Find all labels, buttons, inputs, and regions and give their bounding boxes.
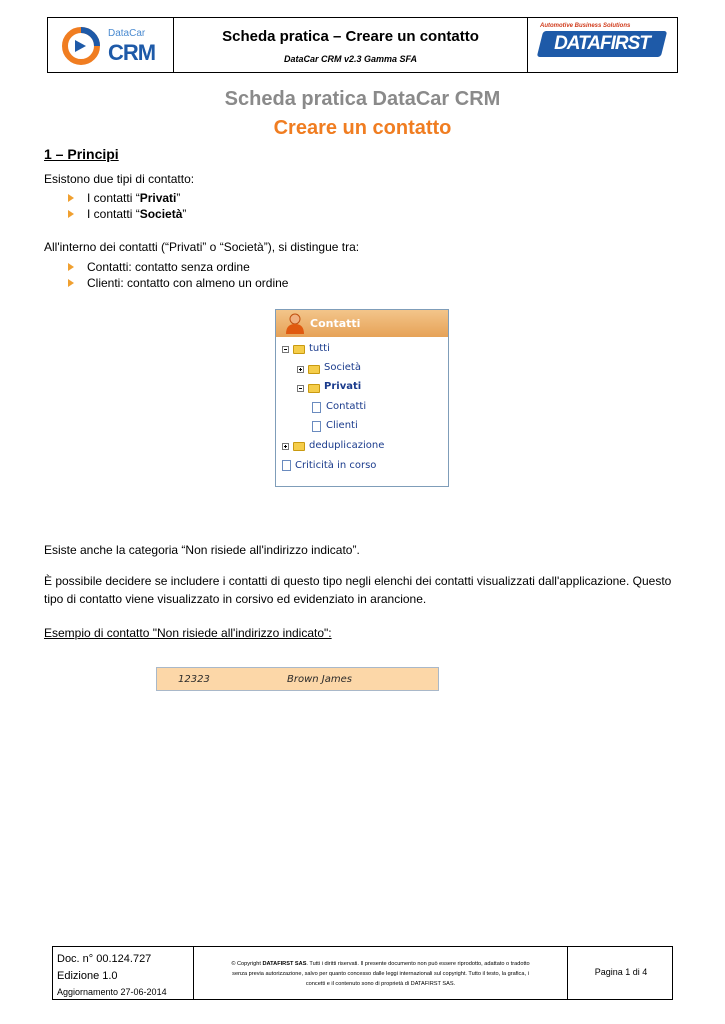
copyright-cell (194, 947, 568, 999)
tree-node-contatti[interactable]: Contatti (326, 401, 367, 412)
copyright-text: © Copyright DATAFIRST SAS. Tutti i diritti riservati. Il presente documento non può essere riprodotto, adattato o tradotto senza previa autorizzazione, salvo per quanto concesso dalle leggi internazionali sul copyright. Tutto il testo, la grafica, i concetti e il contenuto sono di proprietà di DATAFIRST SAS. (231, 961, 530, 987)
header-title-cell (174, 18, 528, 72)
document-icon (312, 421, 321, 432)
intro-text: Esistono due tipi di contatto: (44, 172, 195, 186)
paragraph: tipo di contatto viene visualizzato in corsivo ed evidenziato in arancione. (44, 592, 427, 606)
page-number: Pagina 1 di 4 (594, 967, 648, 977)
bullet-icon (68, 279, 74, 287)
tree-node-clienti[interactable]: Clienti (326, 420, 358, 431)
logo-text-small: DataCar (108, 28, 146, 39)
contact-name: Brown James (287, 674, 352, 685)
contacts-tree-title: Contatti (310, 317, 361, 330)
expand-icon[interactable] (297, 366, 304, 373)
tree-node-criticita[interactable]: Criticità in corso (295, 460, 377, 471)
header-subtitle: DataCar CRM v2.3 Gamma SFA (283, 54, 418, 64)
tree-node-deduplicazione[interactable]: deduplicazione (309, 440, 385, 451)
bullet-icon (68, 210, 74, 218)
collapse-icon[interactable] (297, 385, 304, 392)
doc-edition: Edizione 1.0 (57, 970, 118, 982)
user-icon (285, 312, 305, 334)
tree-node-privati[interactable]: Privati (324, 381, 362, 392)
partner-tagline: Automotive Business Solutions (540, 23, 631, 29)
document-icon (312, 402, 321, 413)
folder-icon (293, 345, 305, 354)
doc-updated: Aggiornamento 27-06-2014 (57, 987, 167, 997)
doc-number: Doc. n° 00.124.727 (57, 953, 152, 965)
page-title: Scheda pratica DataCar CRM (224, 88, 501, 110)
page-number-cell (568, 947, 674, 999)
document-icon (282, 460, 291, 471)
partner-logo: DATAFIRST (554, 33, 650, 54)
collapse-icon[interactable] (282, 346, 289, 353)
page-header (47, 17, 678, 73)
paragraph: Esiste anche la categoria “Non risiede all'indirizzo indicato”. (44, 543, 360, 557)
datacar-logo-cell (48, 18, 174, 72)
expand-icon[interactable] (282, 443, 289, 450)
paragraph: È possibile decidere se includere i contatti di questo tipo negli elenchi dei contatti visualizzati dall'applicazione. Questo (44, 574, 672, 588)
distinguish-text: All'interno dei contatti (“Privati” o “Società”), si distingue tra: (44, 240, 360, 254)
contacts-tree-panel (275, 309, 449, 487)
datacar-logo-icon (62, 27, 102, 65)
tree-node-tutti[interactable]: tutti (309, 343, 330, 354)
page-footer (52, 946, 673, 1000)
contacts-tree-header (276, 310, 448, 337)
example-label: Esempio di contatto "Non risiede all'indirizzo indicato": (44, 626, 332, 640)
example-contact-row (156, 667, 439, 691)
tree-node-societa[interactable]: Società (324, 362, 361, 373)
contact-id: 12323 (178, 674, 210, 685)
bullet-icon (68, 194, 74, 202)
page-subtitle: Creare un contatto (273, 117, 452, 139)
bullet-icon (68, 263, 74, 271)
folder-icon (308, 384, 320, 393)
doc-info-cell (53, 947, 194, 999)
section-heading: 1 – Principi (44, 146, 119, 162)
folder-icon (308, 365, 320, 374)
header-title: Scheda pratica – Creare un contatto (222, 28, 479, 45)
partner-logo-cell (528, 18, 679, 72)
folder-icon (293, 442, 305, 451)
logo-text-big: CRM (108, 40, 156, 65)
